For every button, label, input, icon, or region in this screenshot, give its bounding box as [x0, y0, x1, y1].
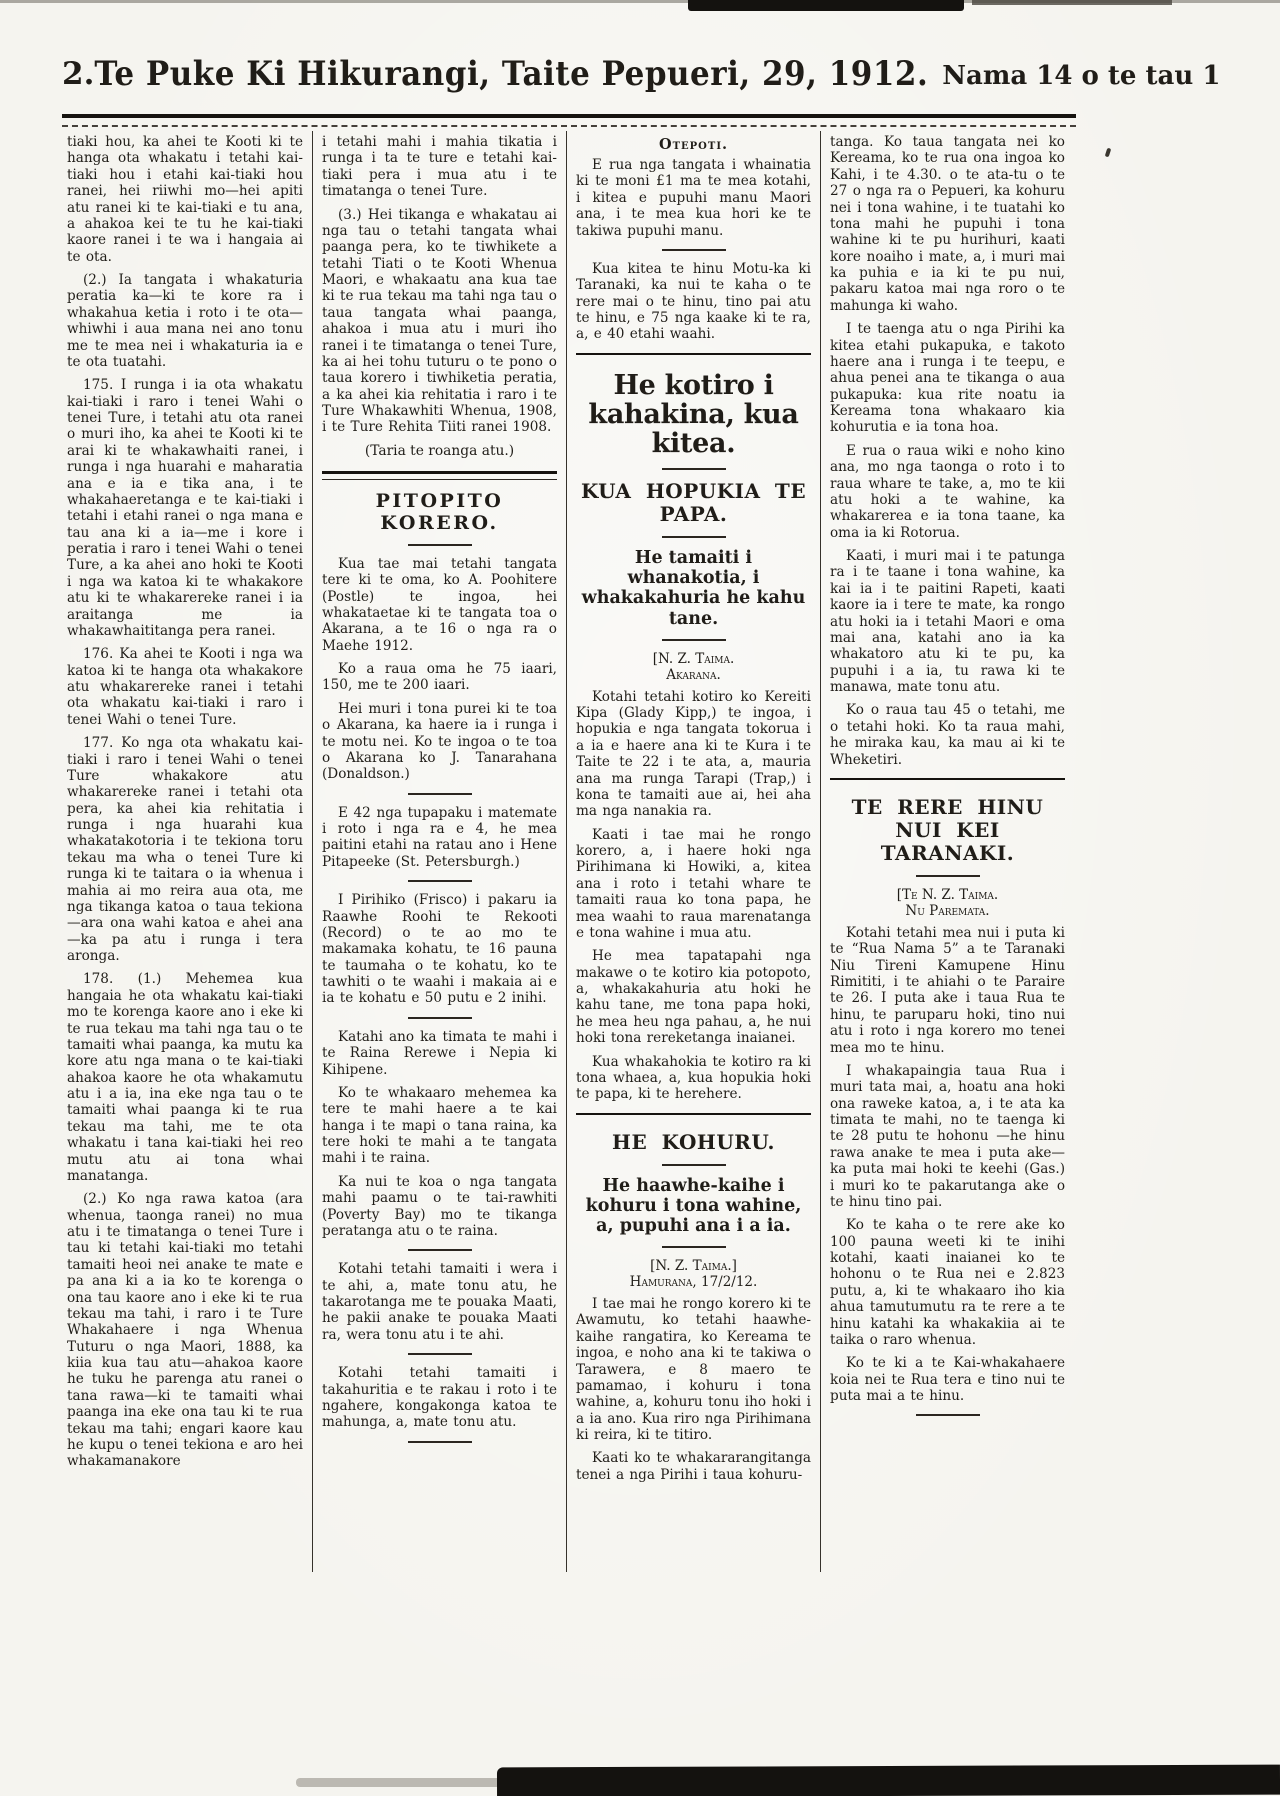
byline: [Te N. Z. Taima. — [896, 886, 999, 903]
divider-short — [408, 880, 472, 882]
paragraph: Kua kitea te hinu Motu-ka ki Taranaki, ka nui te kaha o te rere mai o te hinu, tino pai atu te hinu, e 75 nga kaake ki te ra, a, e 40 etahi waahi. — [576, 260, 811, 343]
paragraph: (3.) Hei tikanga e whakatau ai nga tau o tetahi tangata whai paanga pera, ko te tiwhikete a tetahi Tiati o te Kooti Whenua Maori, e whakaatu ana kua tae ki te rua tekau ma tahi nga tau o taua tangata whai paanga, ahakoa i mua atu i muri iho ranei i te timatanga o tenei Ture, ka ai hei tohu tuturu o te pono o taua korero i tiwhiketia peratia, a ka ahei kia rehitatia i raro i te Ture Whakawhiti Whenua, 1908, i te Ture Rehita Tiiti ranei 1908. — [322, 206, 557, 436]
scan-artifact-top-bar — [688, 0, 964, 11]
paragraph: (2.) Ko nga rawa katoa (ara whenua, taonga ranei) no mua atu i te timatanga o tenei Ture i tau ki tetahi kai-tiaki mo tetahi tamaiti heoi nei anake te mate e pa ana ki a ia ko te korenga o ona tau kaore ano i eke ki te rua tekau ma tahi, i raro i te Ture Whakahaere i nga Whenua Tuturu o nga Maori, 1888, ka kiia kua tau atu—ahakoa kaore he tuku he parenga atu ranei o tana rawa—ki te tamaiti whai paanga ina eke ona tau ki te rua tekau ma tahi; engari kaore kau he kupu o tenei tekiona e aro hei whakamanakore — [67, 1191, 303, 1470]
dateline: Hamurana, 17/2/12. — [629, 1274, 758, 1291]
divider-short — [662, 249, 726, 251]
paragraph: I whakapaingia taua Rua i muri tata mai, a, hoatu ana hoki ona raweke katoa, a, i te ata ka timata te mahi, no te taenga ki te 28 putu te hohonu —he hinu rawa anake te mea i puta ake—ka puta mai hoki te keehi (Gas.) i muri ko te pakarutanga ake o te hinu tino pai. — [830, 1062, 1065, 1210]
column-1 — [58, 131, 312, 1572]
divider-short — [662, 536, 726, 538]
paragraph: E 42 nga tupapaku i matemate i roto i nga ra e 4, he mea paitini etahi na ratau ano i Hene Pitapeeke (St. Petersburgh.) — [322, 804, 557, 870]
column-4 — [820, 131, 1074, 1572]
paper-title: Te Puke Ki Hikurangi, Taite Pepueri, 29, 1912. — [94, 54, 929, 94]
paragraph: Hei muri i tona purei ki te toa o Akarana, ka haere ia i runga i te motu nei. Ko te ingoa o te toa o Akarana ko J. Tanarahana (Donaldson.) — [322, 700, 557, 783]
masthead-divider — [62, 114, 1076, 127]
divider-short — [408, 544, 472, 546]
paragraph: tanga. Ko taua tangata nei ko Kereama, ko te rua ona ingoa ko Kahi, i te 4.30. o te ata-tu o te 27 o nga ra o Pepueri, ka kohuru nei i tona wahine, i te tuatahi ko tona mahi he pupuhi i tona wahine ki te pu hurihuri, kaati kore noaiho i mate, a, i muri mai ka puhia e ia ki te pu nui, pakaru katoa mai nga roro o te mahunga ki waho. — [830, 134, 1065, 314]
continued-note: (Taria te roanga atu.) — [364, 442, 515, 459]
paragraph: Kotahi tetahi mea nui i puta ki te “Rua Nama 5” a te Taranaki Niu Tireni Kamupene Hinu Rimititi, i te ahiahi o te Paraire te 26. I puta ake i taua Rua te hinu, te paruparu hoki, tino nui atu i roto i nga korero mo tenei mea mo te hinu. — [830, 924, 1065, 1056]
paragraph: (2.) Ia tangata i whakaturia peratia ka—ki te kore ra i whakahua ketia i roto i te ota—whiwhi i aua mana nei ano tonu me te mea nei i whakaturia ia e te ota tuatahi. — [67, 272, 303, 370]
paragraph: 178. (1.) Mehemea kua hangaia he ota whakatu kai-tiaki mo te korenga kaore ano i eke ki te rua tekau ma tahi nga tau o te tamaiti whai paanga, ka mutu ka kore atu nga mana o te kai-tiaki ahakoa kaore he ota whakamutu atu i a ia, ina eke nga tau o te tamaiti whai paanga ki te rua tekau ma tahi, me te ota whakatu i tana kai-tiaki hei reo mutu atu ai tona whai manatanga. — [67, 971, 303, 1184]
byline: [N. Z. Taima. — [652, 650, 735, 667]
paragraph: Kua whakahokia te kotiro ra ki tona whaea, a, kua hopukia hoki te papa, ki te herehere. — [576, 1053, 811, 1103]
divider-short — [662, 639, 726, 641]
issue-number: Nama 14 o te tau 1 — [942, 61, 1221, 91]
paragraph: i tetahi mahi i mahia tikatia i runga i ta te ture e tetahi kai-tiaki pera i mua atu i te timatanga o tenei Ture. — [322, 134, 557, 200]
scan-artifact-speck — [1105, 148, 1112, 158]
paragraph: He mea tapatapahi nga makawe o te kotiro kia potopoto, a, whakakahuria atu hoki he kahu tane, me tona papa hoki, he mea heu nga pahau, a, he nui hoki tona rereketanga inaianei. — [576, 948, 811, 1047]
paragraph: I te taenga atu o nga Pirihi ka kitea etahi pukapuka, e takoto haere ana i runga i te teepu, e ahua penei ana te tikanga o aua pukapuka: kua rite noatu ia Kereama tona whakaaro kia kohurutia e ia tona hoa. — [830, 321, 1065, 436]
paragraph: Ko te kaha o te rere ake ko 100 pauna weeti ki te inihi kotahi, kaati inaianei ko te hohonu o te Rua nei e 2.823 putu, a, ki te whakaaro iho kia ahua tamutumutu ra te rere a te hinu katahi ka whakakiia ai te taika o raro whenua. — [830, 1217, 1065, 1348]
scan-artifact-bottom-bar — [497, 1765, 1280, 1796]
paragraph: Ko a raua oma he 75 iaari, 150, me te 200 iaari. — [322, 661, 557, 694]
column-container — [58, 131, 1074, 1572]
divider-short — [408, 1249, 472, 1251]
divider-short — [408, 1353, 472, 1355]
divider-double — [322, 471, 557, 480]
paragraph: I Pirihiko (Frisco) i pakaru ia Raawhe Roohi te Rekooti (Record) o te ao mo te makamaka kohatu, te 16 pauna te taumaha o te kohatu, ko te tawhiti o te waahi i makaia ai e ia te kohatu e 50 putu e 2 inihi. — [322, 892, 557, 1007]
paragraph: Kaati i tae mai he rongo korero, a, i haere hoki nga Pirihimana ki Howiki, a, kitea ana i roto i tetahi whare te tamaiti raua ko tona papa, he mea waahi to raua marenatanga e tona wahine i mua atu. — [576, 826, 811, 941]
divider-short — [916, 875, 980, 877]
divider-short — [662, 468, 726, 470]
divider-short — [662, 1164, 726, 1166]
paragraph: Kaati ko te whakararangitanga tenei a nga Pirihi i taua kohuru- — [576, 1450, 811, 1483]
paragraph: Kua tae mai tetahi tangata tere ki te oma, ko A. Poohitere (Postle) te ingoa, hei whakataetae ki te tangata toa o Akarana, a te 16 o nga ra o Maehe 1912. — [322, 555, 557, 654]
paragraph: tiaki hou, ka ahei te Kooti ki te hanga ota whakatu i tetahi kai-tiaki hou i etahi kai-tiaki hou ranei, hei riiwhi mo—hei apiti atu ranei ki te kai-tiaki e tu ana, a ahakoa kei te tu he kai-tiaki kaore ranei i te wa i hangaia ai te ota. — [67, 134, 303, 265]
dateline-heading: Otepoti. — [658, 136, 729, 153]
dateline: Akarana. — [666, 666, 721, 683]
article-headline: TE RERE HINU NUI KEI TARANAKI. — [851, 794, 1044, 865]
paragraph: Ko o raua tau 45 o tetahi, me o tetahi hoki. Ko ta raua mahi, he miraka kau, ka mau ai ki te Wheketiri. — [830, 702, 1065, 768]
paragraph: Ka nui te koa o nga tangata mahi paamu o te tai-rawhiti (Poverty Bay) mo te tikanga peratanga atu o te raina. — [322, 1173, 557, 1239]
byline: [N. Z. Taima.] — [650, 1258, 737, 1275]
divider-article — [830, 778, 1065, 786]
paragraph: 176. Ka ahei te Kooti i nga wa katoa ki te hanga ota whakakore atu whakarereke ranei i tetahi ota whakatu kai-tiaki i raro i tenei Wahi o tenei Ture. — [67, 646, 303, 728]
scan-artifact-top-bar-2 — [972, 0, 1172, 5]
article-headline: KUA HOPUKIA TE PAPA. — [580, 479, 807, 527]
paragraph: 177. Ko nga ota whakatu kai-tiaki i raro i tenei Wahi o tenei Ture whakakore atu whakarereke ranei i tetahi ota pera, ka ahei kia rehitatia i runga i nga huarahi kua whakatakotoria i te tekiona toru tekau ma wha o tenei Ture ki runga ki te taitara o ia whenua i mahia ai mo reira aua ota, me nga tikanga katoa o taua tekiona—ara ona wahi katoa e ahei ana—ka pa atu i runga i tera aronga. — [67, 735, 303, 964]
divider-short — [662, 1246, 726, 1248]
divider-short — [408, 1441, 472, 1443]
page-number: 2. — [62, 56, 95, 92]
article-headline: He kotiro i kahakina, kua kitea. — [588, 369, 799, 460]
paragraph: I tae mai he rongo korero ki te Awamutu, ko tetahi haawhe-kaihe rangatira, ko Kereama te ingoa, e noho ana ki te takiwa o Tarawera, e 8 maero te pamamao, i kohuru i tona wahine, a, kohuru tonu iho hoki i a ia ano. Kua riro nga Pirihimana ki reira, ki te titiro. — [576, 1296, 811, 1444]
divider-article — [576, 1113, 811, 1121]
paragraph: Kotahi tetahi tamaiti i takahuritia e te rakau i roto i te ngahere, kongakonga katoa te mahunga, a, mate tonu atu. — [322, 1365, 557, 1431]
divider-short — [916, 1414, 980, 1416]
dateline: Nu Paremata. — [905, 902, 990, 919]
column-3 — [566, 131, 820, 1572]
article-headline: HE KOHURU. — [612, 1129, 775, 1154]
article-subheadline: He tamaiti i whanakotia, i whakakahuria he kahu tane. — [581, 548, 806, 629]
scan-artifact-bottom-smudge — [296, 1778, 501, 1787]
paragraph: Kotahi tetahi tamaiti i wera i te ahi, a, mate tonu atu, he takarotanga me te pouaka Maati, he pakii anake te pouaka Maati ra, wera tonu atu i te ahi. — [322, 1261, 557, 1343]
paragraph: Kaati, i muri mai i te patunga ra i te taane i tona wahine, ka kai ia i te paitini Rapeti, kaati kaore ia i tere te mate, ka rongo atu hoki ia i tetahi Maori e oma mai ana, katahi ano ia ka whakatoro atu ki te pu, ka pupuhi i a ia, tu rawa ki te manawa, mate tonu atu. — [830, 548, 1065, 695]
paragraph: E rua o raua wiki e noho kino ana, mo nga taonga o roto i to raua whare te take, a, mo te kii atu hoki a te wahine, ka whakarerea e ia tona taane, ka oma ia ki Rotorua. — [830, 442, 1065, 541]
article-subheadline: He haawhe-kaihe i kohuru i tona wahine, a, pupuhi ana i a ia. — [585, 1175, 802, 1236]
paragraph: 175. I runga i ia ota whakatu kai-tiaki i raro i tenei Wahi o tenei Ture, i tetahi atu ota ranei o muri iho, ka ahei te Kooti ki te arai ki te whakawhaiti ranei, i runga i nga huarahi e maharatia ana e ia e tika ana, i te whakahaeretanga e te kai-tiaki i tetahi i etahi ranei o nga mana e tau ana ki a ia—me i kore i peratia i raro i tenei Wahi o tenei Ture, a ka ahei ano hoki te Kooti i nga wa katoa ki te whakakore atu ki te whakarereke ranei i ia araitanga me ia whakawhaititanga pera ranei. — [67, 377, 303, 639]
paragraph: Kotahi tetahi kotiro ko Kereiti Kipa (Glady Kipp,) te ingoa, i hopukia e nga tangata tokorua i a ia e haere ana ki te Kura i te Taite te 22 i te ata, a, mauria ana ma runga Tarapi (Trap,) i kona te tamaiti aue ai, hei aha ma nga nanakia ra. — [576, 688, 811, 820]
paragraph: Ko te whakaaro mehemea ka tere te mahi haere a te kai hanga i te mapi o tana raina, ka tere hoki te mahi a te tangata mahi i te raina. — [322, 1084, 557, 1167]
paragraph: Katahi ano ka timata te mahi i te Raina Rerewe i Nepia ki Kihipene. — [322, 1028, 557, 1078]
paragraph: Ko te ki a te Kai-whakahaere koia nei te Rua tera e tino nui te puta mai a te hinu. — [830, 1355, 1065, 1404]
section-heading: PITOPITO KORERO. — [375, 489, 504, 534]
divider-short — [408, 793, 472, 795]
column-2 — [312, 131, 566, 1572]
masthead — [62, 54, 1221, 94]
divider-article — [576, 353, 811, 361]
paragraph: E rua nga tangata i whainatia ki te moni £1 ma te mea kotahi, i kitea e pupuhi manu Maori ana, i te mea kua hori ke te takiwa pupuhi manu. — [576, 157, 811, 239]
divider-short — [408, 1017, 472, 1019]
